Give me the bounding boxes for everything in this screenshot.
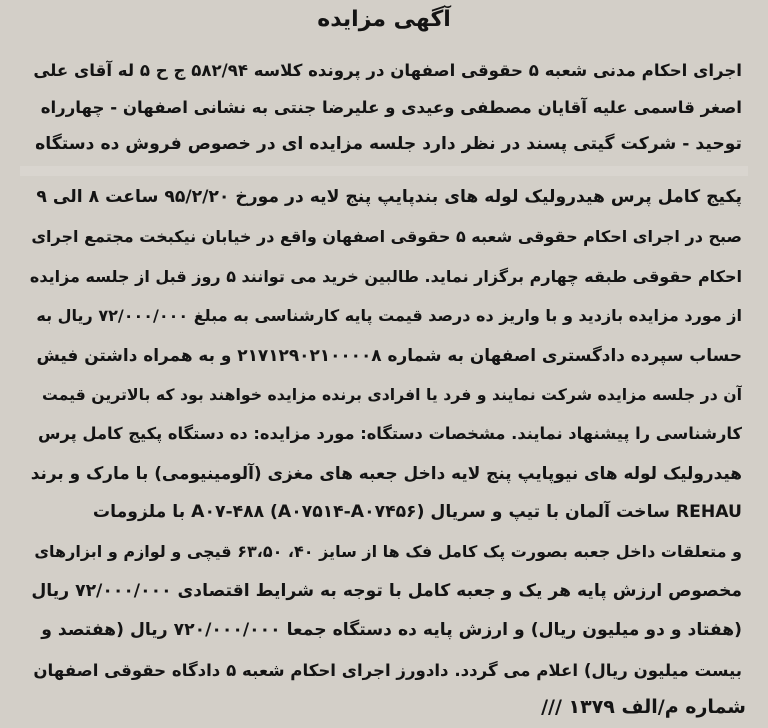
- notice-line: توحید - شرکت گیتی پسند در نظر دارد جلسه مزایده ای در خصوص فروش ده دستگاه: [35, 134, 742, 154]
- notice-line: پکیج کامل پرس هیدرولیک لوله های بندپایپ پنج لایه در مورخ ۹۵/۲/۲۰ ساعت ۸ الی ۹: [36, 187, 742, 207]
- notice-line: هیدرولیک لوله های نیوپایپ پنج لایه داخل جعبه های مغزی (آلومینیومی) با مارک و برند: [30, 462, 742, 483]
- notice-line: بیست میلیون ریال) اعلام می گردد. دادورز اجرای احکام شعبه ۵ دادگاه حقوقی اصفهان: [33, 660, 742, 680]
- notice-line: اصغر قاسمی علیه آقایان مصطفی وعیدی و علیرضا جنتی به نشانی اصفهان - چهارراه: [40, 98, 742, 117]
- notice-line: REHAU ساخت آلمان با تیپ و سریال (A۰۷۵۱۴-A۰۷۴۵۶) A۰۷-۴۸۸ با ملزومات: [92, 502, 742, 523]
- notice-line: اجرای احکام مدنی شعبه ۵ حقوقی اصفهان در پرونده کلاسه ۵۸۲/۹۴ ج ح ۵ له آقای علی: [33, 61, 742, 80]
- notice-title: آگهی مزایده: [317, 7, 451, 32]
- notice-line: آن در جلسه مزایده شرکت نمایند و فرد یا افرادی برنده مزایده خواهند بود که بالاترین قیمت: [42, 384, 742, 404]
- notice-line: کارشناسی را پیشنهاد نمایند. مشخصات دستگاه: مورد مزایده: ده دستگاه پکیج کامل پرس: [38, 424, 742, 444]
- notice-line: (هفتاد و دو میلیون ریال) و ارزش پایه ده دستگاه جمعا ۷۲۰/۰۰۰/۰۰۰ ریال (هفتصد و: [41, 620, 742, 641]
- notice-line: احکام حقوقی طبقه چهارم برگزار نماید. طالبین خرید می توانند ۵ روز قبل از جلسه مزایده: [30, 266, 742, 286]
- notice-line: مخصوص ارزش پایه هر یک و جعبه کامل با توجه به شرایط اقتصادی ۷۲/۰۰۰/۰۰۰ ریال: [31, 580, 742, 601]
- notice-line: از مورد مزایده بازدید و با واریز ده درصد قیمت پایه کارشناسی به مبلغ ۷۲/۰۰۰/۰۰۰ ریال به: [36, 306, 742, 326]
- notice-line: حساب سپرده دادگستری اصفهان به شماره ۲۱۷۱۲۹۰۲۱۰۰۰۰۸ و به همراه داشتن فیش: [36, 344, 742, 365]
- reference-number: شماره م/الف ۱۳۷۹ ///: [541, 696, 746, 718]
- notice-line: و متعلقات داخل جعبه بصورت پک کامل فک ها از سایز ۴۰، ۶۳،۵۰ قیچی و لوازم و ابزارهای: [34, 542, 742, 562]
- notice-line: صبح در اجرای احکام حقوقی شعبه ۵ حقوقی اصفهان واقع در خیابان نیکبخت مجتمع اجرای: [31, 227, 742, 247]
- column-break: [20, 166, 748, 176]
